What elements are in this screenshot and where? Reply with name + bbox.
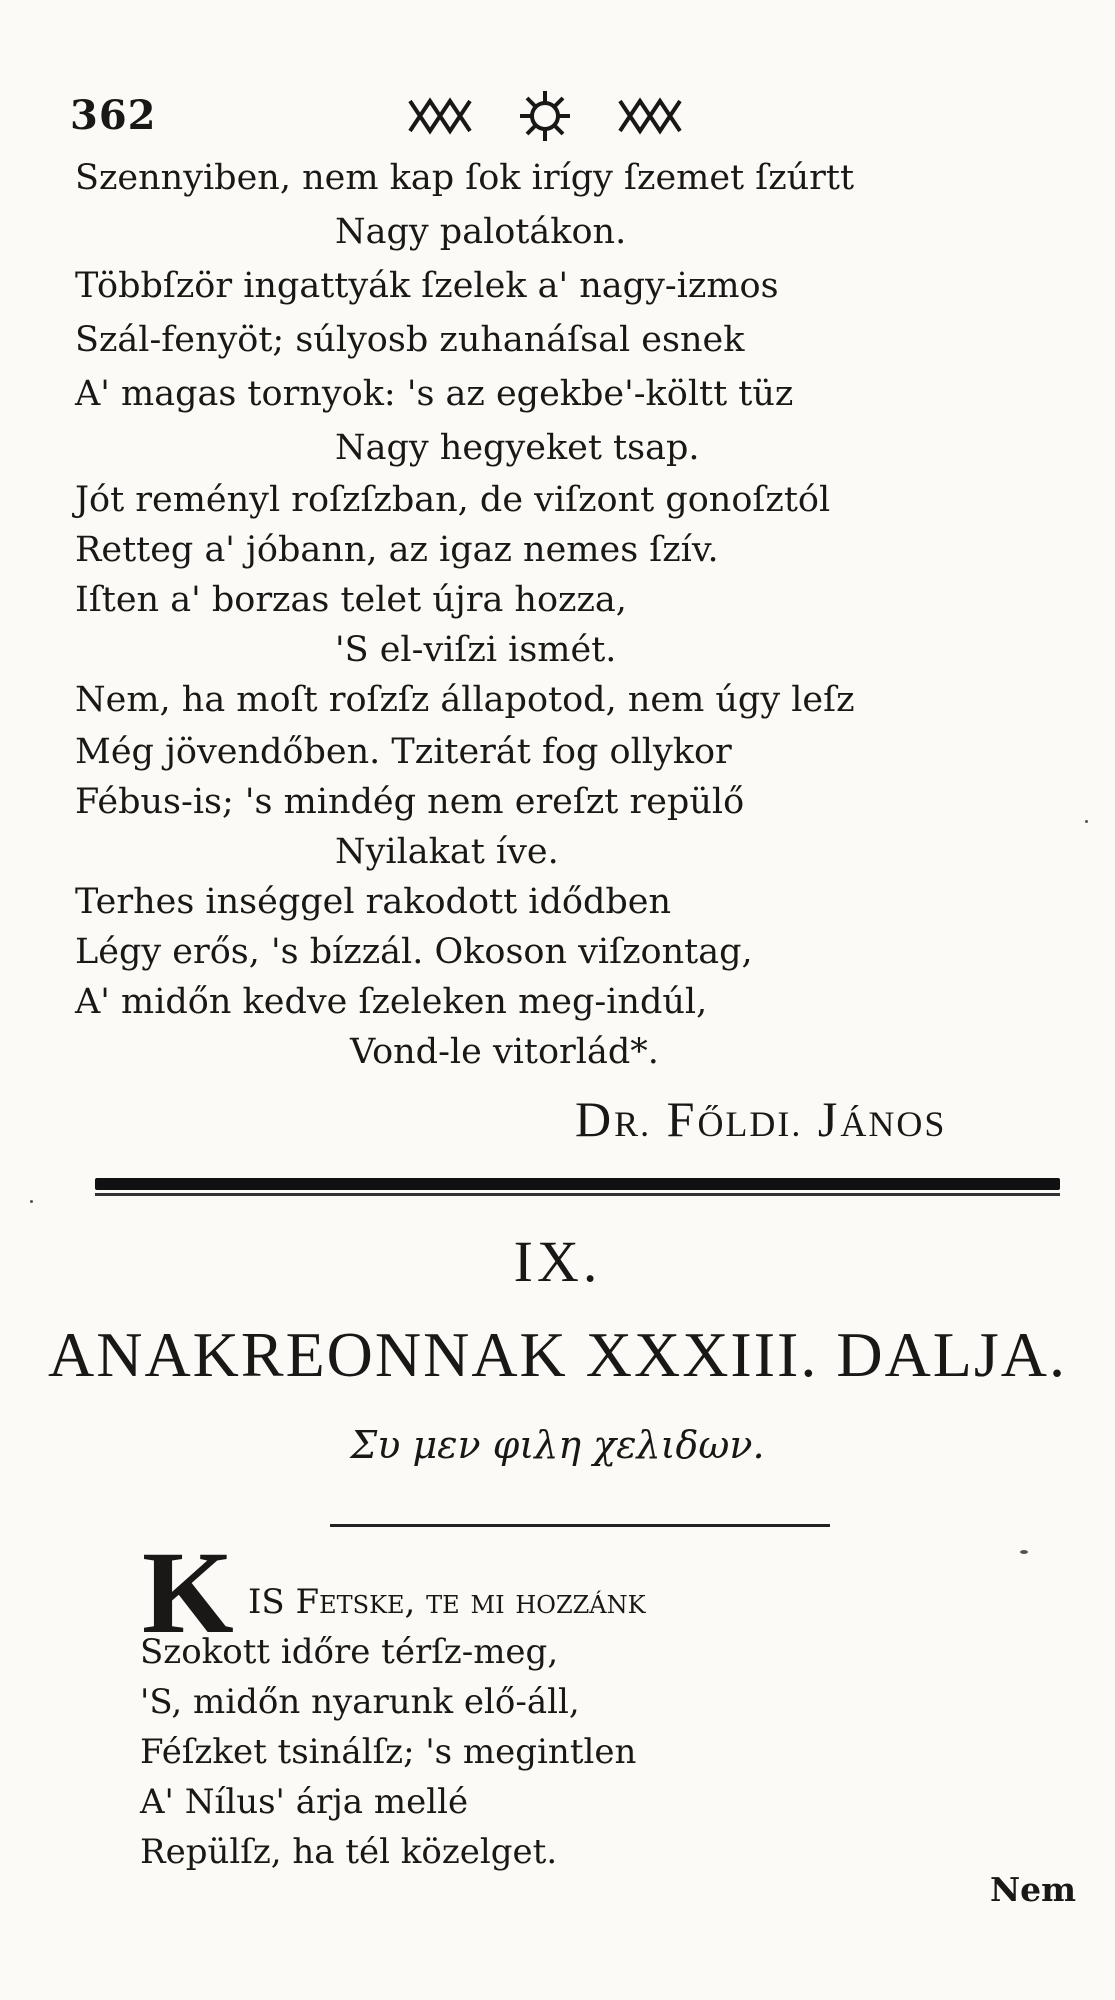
poem-line: Nagy hegyeket tsap. — [335, 428, 700, 468]
poem-line: Szál-fenyöt; súlyosb zuhanáſsal esnek — [75, 320, 745, 360]
poem-line: Légy erős, 's bízzál. Okoson viſzontag, — [75, 932, 753, 972]
section-title: ANAKREONNAK XXXIII. DALJA. — [48, 1319, 1067, 1390]
poem-line: Féſzket tsinálſz; 's megintlen — [140, 1732, 637, 1772]
poem-line: Vond-le vitorlád*. — [350, 1032, 659, 1072]
ink-speck — [1020, 1550, 1028, 1554]
poem-line: Szokott időre térſz-meg, — [140, 1632, 559, 1672]
section-divider-thin — [95, 1193, 1060, 1196]
author-signature: DR. FŐLDI. JÁNOS — [575, 1091, 947, 1147]
poem-line: Többſzör ingattyák ſzelek a' nagy-izmos — [75, 266, 779, 306]
poem-line: Repülſz, ha tél közelget. — [140, 1832, 558, 1872]
poem-line: IS Fetske, te mi hozzánk — [248, 1582, 646, 1622]
ink-speck — [30, 1200, 33, 1203]
poem-line: 'S, midőn nyarunk elő-áll, — [140, 1682, 580, 1722]
catchword: Nem — [990, 1870, 1077, 1909]
section-divider — [95, 1178, 1060, 1190]
poem-line: Nagy palotákon. — [335, 212, 627, 252]
poem-line: Retteg a' jóbann, az igaz nemes ſzív. — [75, 530, 719, 570]
poem-line: Szennyiben, nem kap ſok irígy ſzemet ſzúrtt — [75, 158, 855, 198]
poem-line: Iſten a' borzas telet újra hozza, — [75, 580, 627, 620]
header-ornament-icon — [400, 86, 690, 146]
poem-line: A' Nílus' árja mellé — [140, 1782, 469, 1822]
greek-epigraph: Συ μεν φιλη χελιδων. — [350, 1423, 765, 1467]
section-numeral: IX. — [513, 1229, 602, 1294]
poem-line: Nyilakat íve. — [335, 832, 559, 872]
poem-line: Még jövendőben. Tziterát fog ollykor — [75, 732, 732, 772]
poem-line: Jót reményl roſzſzban, de viſzont gonoſztól — [75, 480, 831, 520]
poem-line: 'S el-viſzi ismét. — [335, 630, 617, 670]
poem-line: Fébus-is; 's mindég nem ereſzt repülő — [75, 782, 745, 822]
page-number: 362 — [70, 92, 157, 139]
poem-line: A' magas tornyok: 's az egekbe'-költt tüz — [75, 374, 794, 414]
drop-cap: K — [142, 1527, 234, 1658]
poem-line: A' midőn kedve ſzeleken meg-indúl, — [75, 982, 708, 1022]
ink-speck — [1085, 820, 1088, 823]
poem-line: Terhes inséggel rakodott idődben — [75, 882, 672, 922]
poem-line: Nem, ha moſt roſzſz állapotod, nem úgy leſz — [75, 680, 855, 720]
title-divider — [330, 1524, 830, 1527]
